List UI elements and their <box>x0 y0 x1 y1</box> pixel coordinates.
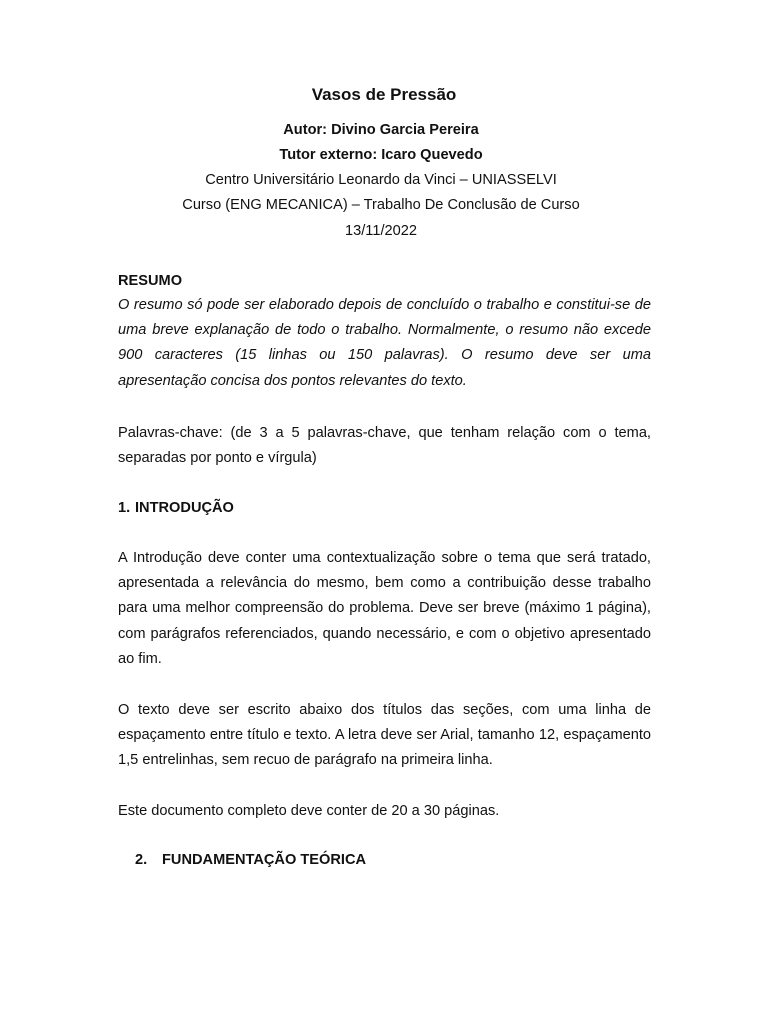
introduction-paragraph-1: A Introdução deve conter uma contextualização sobre o tema que será tratado, apresentada a relevância do mesmo, bem como a contribuição desse trabalho para uma melhor compreensão do problema. Deve ser breve (máximo 1 página), com parágrafos referenciados, quando necessário, e com o objetivo apresentado ao fim. <box>118 550 651 667</box>
introduction-paragraph-2: O texto deve ser escrito abaixo dos títulos das seções, com uma linha de espaçamento entre título e texto. A letra deve ser Arial, tamanho 12, espaçamento 1,5 entrelinhas, sem recuo de parágrafo na primeira linha. <box>118 702 651 769</box>
section-title: INTRODUÇÃO <box>135 500 234 516</box>
introduction-paragraph-3: Este documento completo deve conter de 20 a 30 páginas. <box>118 803 500 819</box>
author-line: Autor: Divino Garcia Pereira <box>283 122 479 138</box>
section-number: 1. <box>118 500 131 516</box>
abstract-heading: RESUMO <box>118 273 183 289</box>
institution-line: Centro Universitário Leonardo da Vinci – UNIASSELVI <box>205 172 557 188</box>
document-title: Vasos de Pressão <box>311 85 457 104</box>
keywords-text: Palavras-chave: (de 3 a 5 palavras-chave, que tenham relação com o tema, separadas por ponto e vírgula) <box>118 425 651 467</box>
section-heading-introduction <box>118 500 234 516</box>
section-number: 2. <box>135 852 148 868</box>
section-heading-fundamentacao <box>135 852 366 868</box>
tutor-line: Tutor externo: Icaro Quevedo <box>279 147 483 163</box>
date-line: 13/11/2022 <box>345 223 417 239</box>
section-title: FUNDAMENTAÇÃO TEÓRICA <box>162 852 367 868</box>
abstract-text: O resumo só pode ser elaborado depois de concluído o trabalho e constitui-se de uma breve explanação de todo o trabalho. Normalmente, o resumo não excede 900 caracteres (15 linhas ou 150 palavras). O resumo deve ser uma apresentação concisa dos pontos relevantes do texto. <box>118 297 651 389</box>
course-line: Curso (ENG MECANICA) – Trabalho De Conclusão de Curso <box>182 197 580 213</box>
